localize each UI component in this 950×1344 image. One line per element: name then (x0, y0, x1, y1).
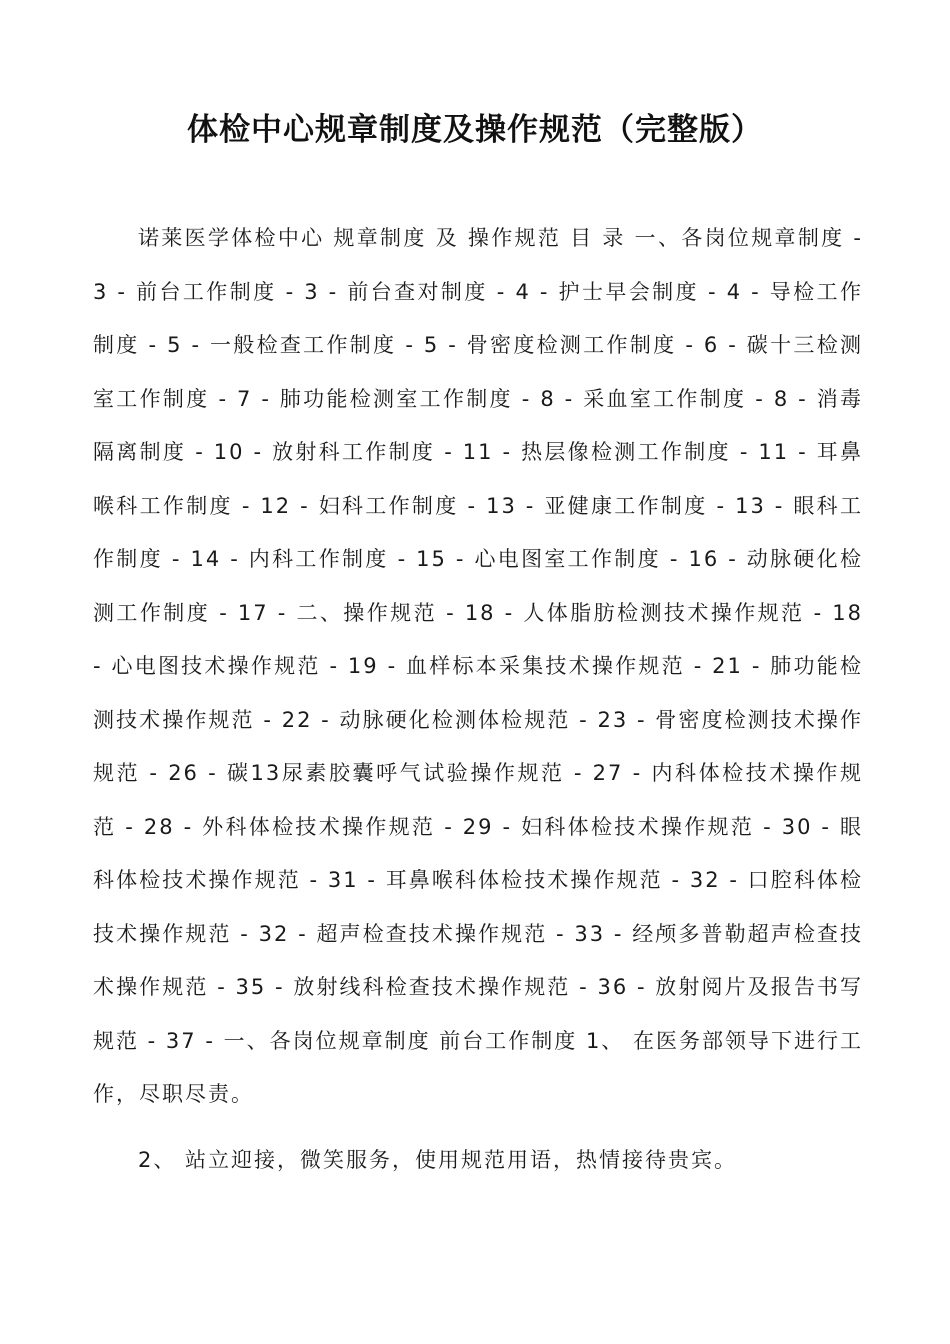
document-body (93, 212, 863, 1187)
paragraph-item-2: 2、 站立迎接，微笑服务，使用规范用语，热情接待贵宾。 (138, 1147, 738, 1172)
document-title: 体检中心规章制度及操作规范（完整版） (187, 112, 763, 148)
paragraph-table-of-contents: 诺莱医学体检中心 规章制度 及 操作规范 目 录 一、各岗位规章制度 - 3 - 前台工作制度 - 3 - 前台查对制度 - 4 - 护士早会制度 - 4 - 导检工作制度 - 5 - 一般检查工作制度 - 5 - 骨密度检测工作制度 - 6 - 碳十三检测室工作制度 - 7 - 肺功能检测室工作制度 - 8 - 采血室工作制度 - 8 - 消毒隔离制度 - 10 - 放射科工作制度 - 11 - 热层像检测工作制度 - 11 - 耳鼻喉科工作制度 - 12 - 妇科工作制度 - 13 - 亚健康工作制度 - 13 - 眼科工作制度 - 14 - 内科工作制度 - 15 - 心电图室工作制度 - 16 - 动脉硬化检测工作制度 - 17 - 二、操作规范 - 18 - 人体脂肪检测技术操作规范 - 18 - 心电图技术操作规范 - 19 - 血样标本采集技术操作规范 - 21 - 肺功能检测技术操作规范 - 22 - 动脉硬化检测体检规范 - 23 - 骨密度检测技术操作规范 - 26 - 碳13尿素胶囊呼气试验操作规范 - 27 - 内科体检技术操作规范 - 28 - 外科体检技术操作规范 - 29 - 妇科体检技术操作规范 - 30 - 眼科体检技术操作规范 - 31 - 耳鼻喉科体检技术操作规范 - 32 - 口腔科体检技术操作规范 - 32 - 超声检查技术操作规范 - 33 - 经颅多普勒超声检查技术操作规范 - 35 - 放射线科检查技术操作规范 - 36 - 放射阅片及报告书写规范 - 37 - 一、各岗位规章制度 前台工作制度 1、 在医务部领导下进行工作，尽职尽责。 (93, 226, 863, 1106)
